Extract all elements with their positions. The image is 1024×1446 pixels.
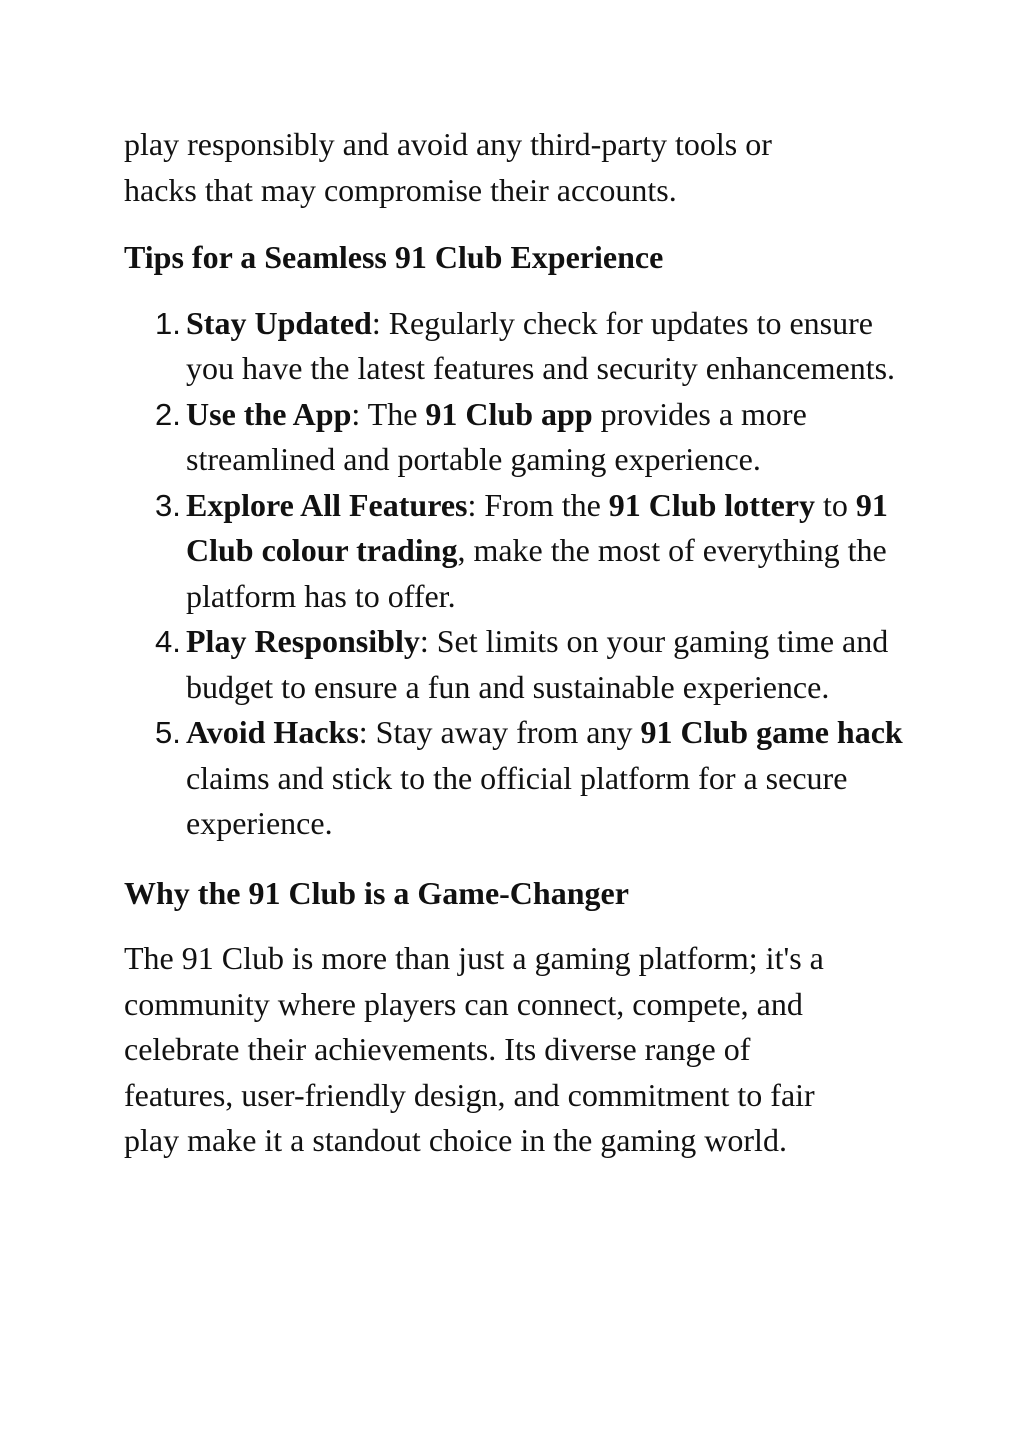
tip-keyword: 91 Club lottery	[608, 486, 815, 523]
list-number: 1.	[155, 305, 181, 341]
document-page	[124, 122, 914, 1164]
tip-title: Use the App	[186, 395, 352, 432]
tip-text: : Set limits on your gaming time and budget to ensure a fun and sustainable experience.	[186, 623, 889, 705]
tip-text: : From the	[467, 486, 609, 523]
tip-keyword: 91 Club colour trading	[186, 486, 888, 568]
tip-keyword: 91 Club app	[425, 395, 593, 432]
tip-text: to	[815, 486, 856, 523]
tips-heading: Tips for a Seamless 91 Club Experience	[124, 239, 664, 275]
tip-text: : Stay away from any	[358, 714, 641, 750]
intro-line: play responsibly and avoid any third-party tools or	[124, 126, 772, 162]
list-item	[124, 483, 914, 620]
why-paragraph	[124, 936, 914, 1164]
list-number: 2.	[155, 396, 181, 432]
why-line: play make it a standout choice in the gaming world.	[124, 1122, 787, 1158]
tip-title: Stay Updated	[186, 304, 372, 341]
list-item	[124, 710, 914, 847]
intro-line: hacks that may compromise their accounts.	[124, 171, 677, 208]
tip-text: , make the most of everything the platform has to offer.	[186, 532, 887, 614]
why-line: The 91 Club is more than just a gaming platform; it's a	[124, 940, 824, 976]
list-item	[124, 619, 914, 710]
tip-text: claims and stick to the official platform for a secure experience.	[186, 759, 848, 841]
tips-list	[124, 301, 914, 847]
intro-paragraph	[124, 122, 914, 213]
tip-title: Avoid Hacks	[186, 714, 359, 750]
tip-text: : Regularly check for updates to ensure you have the latest features and security enhancements.	[186, 304, 896, 386]
list-item	[124, 392, 914, 483]
list-number: 3.	[155, 487, 181, 523]
why-line: community where players can connect, compete, and	[124, 985, 803, 1022]
list-number: 4.	[155, 624, 181, 659]
tip-text: : The	[351, 395, 426, 432]
why-line: celebrate their achievements. Its diverse range of	[124, 1031, 751, 1067]
why-heading: Why the 91 Club is a Game-Changer	[124, 874, 629, 911]
list-item	[124, 301, 914, 392]
tip-keyword: 91 Club game hack	[640, 714, 903, 750]
tip-title: Play Responsibly	[186, 623, 420, 659]
tip-text: provides a more streamlined and portable gaming experience.	[186, 395, 807, 477]
list-number: 5.	[155, 715, 181, 750]
tip-title: Explore All Features	[186, 486, 468, 523]
why-line: features, user-friendly design, and commitment to fair	[124, 1076, 815, 1113]
